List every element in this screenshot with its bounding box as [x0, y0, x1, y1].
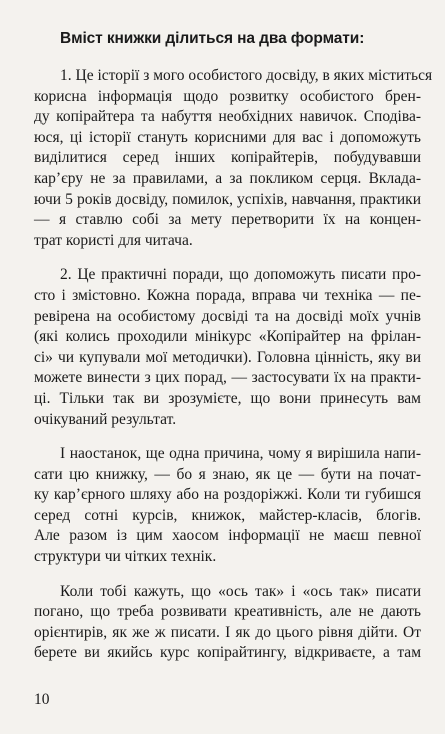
text-line: Але разом із цим хаосом інформації не маєш певної — [34, 527, 421, 545]
text-line: сати цю книжку, — бо я знаю, як це — бути на почат- — [34, 465, 421, 483]
text-line: сто і змістовно. Кожна порада, вправа чи техніка — пе- — [34, 286, 421, 304]
text-line: серед сотні курсів, книжок, майстер-класів, блогів. — [34, 506, 421, 524]
text-line: Коли тобі кажуть, що «ось так» і «ось так» писати — [60, 582, 421, 600]
text-line: ду копірайтера та набуття необхідних навичок. Сподіва- — [34, 108, 421, 126]
text-line: виділитися серед інших копірайтерів, побудувавши — [34, 149, 421, 167]
paragraph-reason — [34, 444, 421, 568]
text-line: орієнтирів, як же ж писати. І як до цього рівня дійти. От — [34, 623, 421, 641]
text-line: ці. Тільки так ви зрозумієте, що вони принесуть вам — [34, 389, 421, 407]
paragraph-advice — [34, 582, 421, 664]
page-number: 10 — [34, 691, 50, 708]
text-line: кар’єру не за правилами, а за покликом серця. Вклада- — [34, 169, 421, 187]
text-line: юся, ці історії стануть корисними для вас і допоможуть — [34, 128, 421, 146]
text-line: ревірена на особистому досвіді та на досвіді моїх учнів — [34, 307, 421, 325]
text-line: корисна інформація щодо розвитку особистого брен- — [34, 87, 421, 105]
paragraph-formats-1 — [34, 66, 433, 251]
text-line: можете винести з цих порад, — застосувати їх на практи- — [34, 369, 421, 387]
text-line: сі» чи купували мої методички). Головна цінність, яку ви — [34, 348, 421, 366]
text-line: структури чи чітких технік. — [34, 548, 217, 566]
text-line: 2. Це практичні поради, що допоможуть писати про- — [60, 266, 421, 284]
text-line: — я ставлю собі за мету перетворити їх на концен- — [34, 211, 421, 229]
text-line: І наостанок, ще одна причина, чому я вирішила напи- — [60, 445, 421, 463]
paragraph-formats-2 — [34, 265, 421, 430]
text-line: трат користі для читача. — [34, 231, 193, 249]
text-line: ючи 5 років досвіду, помилок, успіхів, навчання, практики — [34, 190, 421, 208]
text-line: 1. Це історії з мого особистого досвіду, в яких міститься — [60, 67, 433, 84]
text-line: ку кар’єрного шляху або на роздоріжжі. Коли ти губишся — [34, 486, 421, 504]
text-line: (які колись проходили мінікурс «Копірайтер на фрілан- — [34, 328, 421, 346]
section-heading: Вміст книжки ділиться на два формати: — [60, 30, 365, 47]
text-line: очікуваний результат. — [34, 410, 177, 428]
text-line: берете ви якийсь курс копірайтингу, відкриваєте, а там — [34, 644, 421, 662]
text-line: погано, що треба розвивати креативність, але не дають — [34, 603, 421, 621]
